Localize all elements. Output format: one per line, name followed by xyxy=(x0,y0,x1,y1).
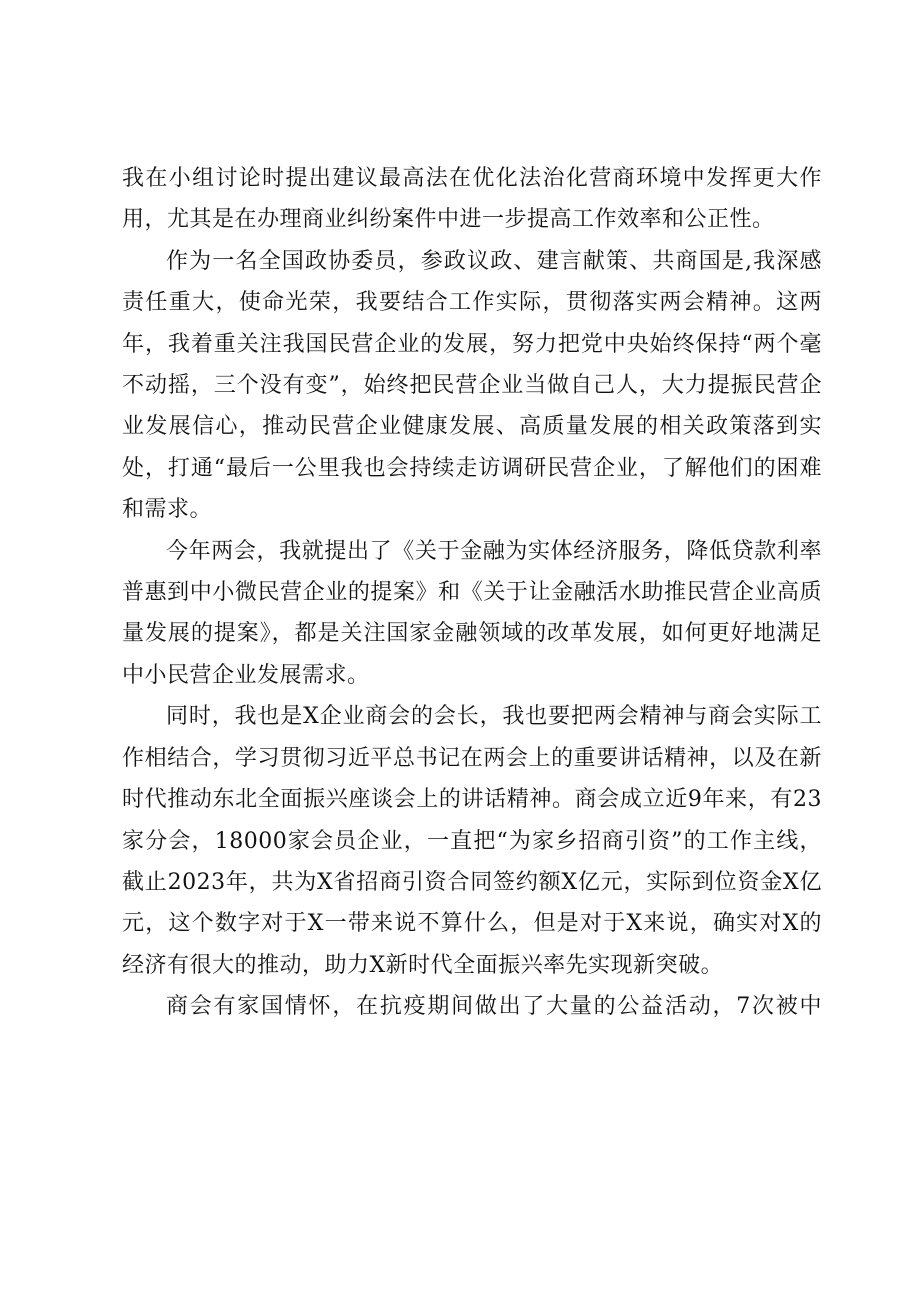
paragraph-cppcc-member: 作为一名全国政协委员，参政议政、建言献策、共商国是,我深感责任重大，使命光荣，我要结合工作实际，贯彻落实两会精神。这两年，我着重关注我国民营企业的发展，努力把党中央始终保持“两个毫不动摇，三个没有变”，始终把民营企业当做自己人，大力提振民营企业发展信心，推动民营企业健康发展、高质量发展的相关政策落到实处，打通“最后一公里我也会持续走访调研民营企业，了解他们的困难和需求。 xyxy=(122,248,822,523)
paragraph-continuation: 我在小组讨论时提出建议最高法在优化法治化营商环境中发挥更大作用，尤其是在办理商业纠纷案件中进一步提高工作效率和公正性。 xyxy=(122,166,822,233)
paragraph-public-welfare: 商会有家国情怀，在抗疫期间做出了大量的公益活动，7次被中 xyxy=(166,994,822,1020)
document-body xyxy=(122,158,822,1028)
paragraph-proposals: 今年两会，我就提出了《关于金融为实体经济服务，降低贷款利率普惠到中小微民营企业的提案》和《关于让金融活水助推民营企业高质量发展的提案》，都是关注国家金融领域的改革发展，如何更好地满足中小民营企业发展需求。 xyxy=(122,538,822,688)
paragraph-chamber-of-commerce: 同时，我也是X企业商会的会长，我也要把两会精神与商会实际工作相结合，学习贯彻习近平总书记在两会上的重要讲话精神，以及在新时代推动东北全面振兴座谈会上的讲话精神。商会成立近9年来，有23家分会，18000家会员企业，一直把“为家乡招商引资”的工作主线，截止2023年，共为X省招商引资合同签约额X亿元，实际到位资金X亿元，这个数字对于X一带来说不算什么，但是对于X来说，确实对X的经济有很大的推动，助力X新时代全面振兴率先实现新突破。 xyxy=(122,704,822,978)
